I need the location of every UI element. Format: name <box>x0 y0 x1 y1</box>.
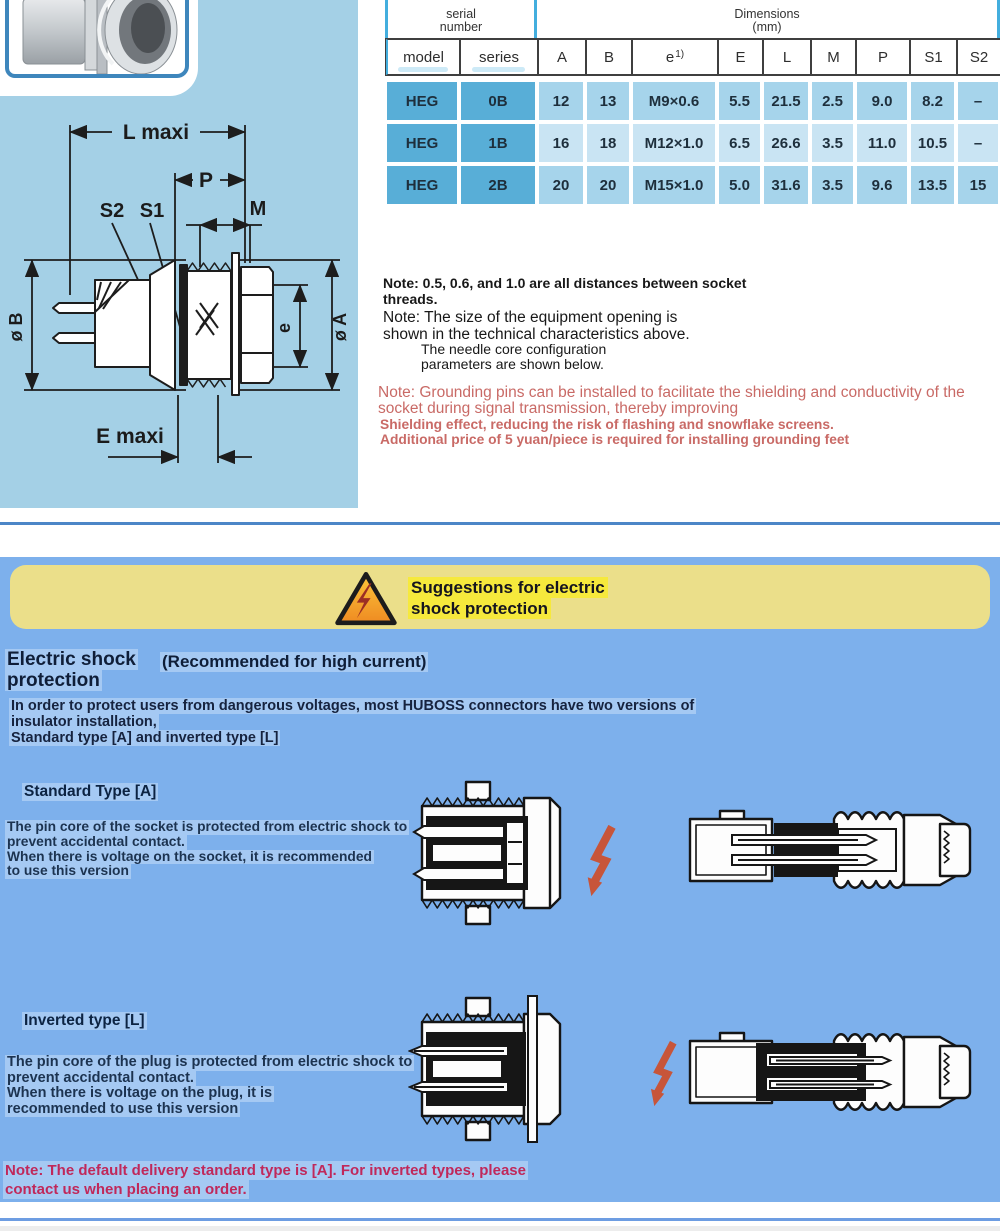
bottom-gray-bar <box>0 1226 1000 1231</box>
inverted-type-title: Inverted type [L] <box>24 1012 145 1029</box>
cell-value: M9×0.6 <box>631 80 717 122</box>
cell-value: 13 <box>585 80 631 122</box>
cell-value: 10.5 <box>909 122 956 164</box>
cell-model: HEG <box>385 164 459 206</box>
cell-value: – <box>956 122 1000 164</box>
drawing-panel <box>0 0 358 508</box>
shock-protection-section <box>0 557 1000 1202</box>
cell-series: 1B <box>459 122 537 164</box>
note-shielding-effect: Shielding effect, reducing the risk of flashing and snowflake screens. Additional price of 5 yuan/piece is required for installing grounding feet <box>380 417 850 447</box>
note-needle-core: The needle core configuration parameters are shown below. <box>421 341 607 372</box>
bottom-divider <box>0 1218 1000 1221</box>
cell-value: M15×1.0 <box>631 164 717 206</box>
cell-value: 13.5 <box>909 164 956 206</box>
cell-value: M12×1.0 <box>631 122 717 164</box>
banner-title <box>408 577 608 619</box>
cell-value: 21.5 <box>762 80 810 122</box>
inverted-type-description: The pin core of the plug is protected from electric shock to prevent accidental contact. When there is voltage on the plug, it is recommended to use this version <box>7 1054 413 1117</box>
col-l: L <box>763 39 811 75</box>
cell-value: 6.5 <box>717 122 762 164</box>
label-l-maxi: L maxi <box>122 121 190 144</box>
standard-type-description: The pin core of the socket is protected from electric shock to prevent accidental contact. When there is voltage on the socket, it is recommended to use this version <box>7 819 408 879</box>
cell-model: HEG <box>385 122 459 164</box>
note-grounding-pins: Note: Grounding pins can be installed to facilitate the shielding and conductivity of the socket during signal transmission, thereby improving <box>378 384 965 417</box>
standard-type-title: Standard Type [A] <box>24 783 157 800</box>
note-thread-distances: Note: 0.5, 0.6, and 1.0 are all distances between socket threads. <box>383 275 747 307</box>
intro-paragraph: In order to protect users from dangerous voltages, most HUBOSS connectors have two versions of insulator installation, Standard type [A] and inverted type [L] <box>11 698 695 746</box>
warning-triangle-icon <box>333 569 399 629</box>
cell-model: HEG <box>385 80 459 122</box>
cell-value: 20 <box>537 164 585 206</box>
cell-value: 9.6 <box>855 164 909 206</box>
col-p: P <box>856 39 910 75</box>
label-s2: S2 <box>99 200 125 222</box>
col-E: E <box>718 39 763 75</box>
table-group-header-row <box>385 0 1000 38</box>
section-divider <box>0 522 1000 525</box>
dimension-drawing <box>0 95 358 508</box>
table-header-dimensions <box>537 0 1000 38</box>
label-s1: S1 <box>139 200 165 222</box>
label-dia-b: ø B <box>6 312 26 342</box>
connector-photo-illustration <box>9 0 185 74</box>
label-m: M <box>249 198 267 220</box>
page-title: Electric shock protection <box>7 649 136 691</box>
dimensions-label: Dimensions (mm) <box>734 7 800 34</box>
serial-number-label: serial number <box>439 7 483 34</box>
lightning-bolt-icon <box>648 1041 682 1107</box>
cell-value: 11.0 <box>855 122 909 164</box>
banner-title-line2: shock protection <box>408 598 551 619</box>
cell-value: 8.2 <box>909 80 956 122</box>
cell-value: 2.5 <box>810 80 855 122</box>
product-photo <box>5 0 189 78</box>
cell-value: 31.6 <box>762 164 810 206</box>
highlight-smudge <box>472 67 525 72</box>
col-e1: e $^{1)}$ <box>632 39 718 75</box>
label-e-maxi: E maxi <box>96 425 164 448</box>
lightning-bolt-icon <box>586 825 620 897</box>
cell-value: 5.5 <box>717 80 762 122</box>
cell-value: 20 <box>585 164 631 206</box>
socket-cutaway-standard <box>408 780 588 926</box>
table-body <box>385 80 1000 206</box>
col-series: series <box>460 39 538 75</box>
note-equipment-opening: Note: The size of the equipment opening is shown in the technical characteristics above. <box>383 309 690 343</box>
label-e: e <box>274 322 294 334</box>
cell-value: 16 <box>537 122 585 164</box>
label-p: P <box>198 169 214 192</box>
plug-cutaway-standard <box>686 807 978 891</box>
delivery-note: Note: The default delivery standard type is [A]. For inverted types, please contact us when placing an order. <box>5 1162 526 1198</box>
cell-value: 15 <box>956 164 1000 206</box>
plug-cutaway-inverted <box>686 1027 978 1115</box>
cell-value: 9.0 <box>855 80 909 122</box>
cell-series: 2B <box>459 164 537 206</box>
col-model: model <box>386 39 460 75</box>
col-a: A <box>538 39 586 75</box>
cell-value: 5.0 <box>717 164 762 206</box>
socket-cutaway-inverted <box>408 994 588 1144</box>
cell-value: 26.6 <box>762 122 810 164</box>
col-s2: S2 <box>957 39 1000 75</box>
subheading: (Recommended for high current) <box>162 652 427 671</box>
table-header-serial-number <box>385 0 537 38</box>
cell-value: 3.5 <box>810 122 855 164</box>
table-column-header-row <box>385 38 1000 76</box>
banner-title-line1: Suggestions for electric <box>408 577 608 598</box>
dimensions-table <box>385 0 1000 206</box>
label-dia-a: ø A <box>330 312 350 342</box>
col-s1: S1 <box>910 39 957 75</box>
col-m: M <box>811 39 856 75</box>
cell-value: 18 <box>585 122 631 164</box>
cell-series: 0B <box>459 80 537 122</box>
cell-value: 3.5 <box>810 164 855 206</box>
highlight-smudge <box>398 67 448 72</box>
col-b: B <box>586 39 632 75</box>
cell-value: – <box>956 80 1000 122</box>
product-photo-frame <box>0 0 198 96</box>
cell-value: 12 <box>537 80 585 122</box>
